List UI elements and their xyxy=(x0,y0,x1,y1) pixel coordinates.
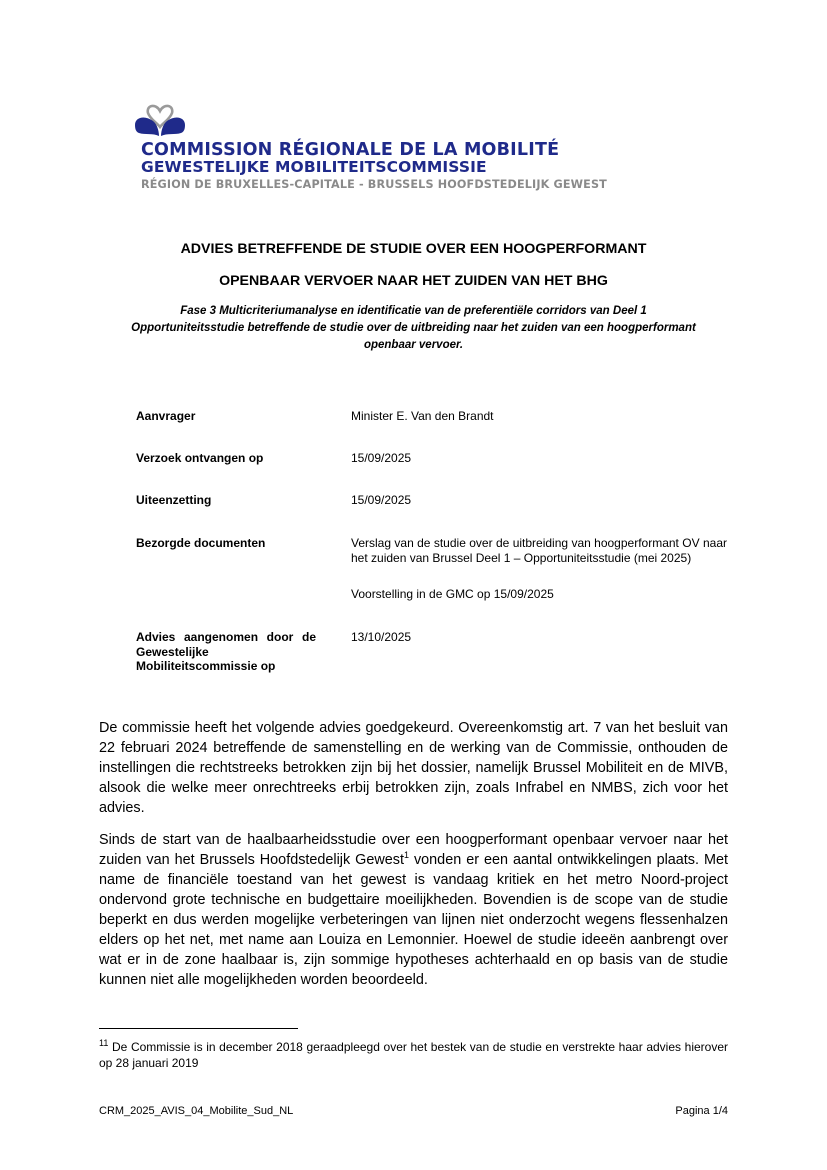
logo-line-region: RÉGION DE BRUXELLES-CAPITALE - BRUSSELS HOOFDSTEDELIJK GEWEST xyxy=(141,178,607,191)
documents-label: Bezorgde documenten xyxy=(136,536,266,550)
footnote-separator xyxy=(99,1028,298,1029)
adopted-label: Advies aangenomen door de Gewestelijke Mobiliteitscommissie op xyxy=(136,630,316,673)
subtitle-line-2: Opportuniteitsstudie betreffende de studie over de uitbreiding naar het zuiden van een hoogperformant xyxy=(131,322,696,334)
paragraph-2-start: Sinds de start van de haalbaarheidsstudie over een hoogperformant openbaar vervoer naar het zuiden van het Brussels Hoofdstedelijk Gewest xyxy=(99,832,728,868)
presentation-value: 15/09/2025 xyxy=(351,493,412,507)
body-paragraph-1: De commissie heeft het volgende advies goedgekeurd. Overeenkomstig art. 7 van het besluit van 22 februari 2024 betreffende de samenstelling en de werking van de Commissie, onthouden de instellingen die rechtstreeks betrokken zijn bij het dossier, namelijk Brussel Mobiliteit en de MIVB, alsook die welke meer onrechtreeks erbij betrokken zijn, zoals Infrabel en NMBS, zich voor het advies. xyxy=(99,720,728,816)
footer-page-number: Pagina 1/4 xyxy=(675,1105,728,1117)
requester-label: Aanvrager xyxy=(136,409,196,423)
paragraph-2-rest: vonden er een aantal ontwikkelingen plaats. Met name de financiële toestand van het gewest is vandaag kritiek en het metro Noord-project ondervond grote technische en budgettaire moeilijkheden. Bovendien is de scope van de studie beperkt en dus werden mogelijke verbeteringen van lijnen niet onderzocht wegens flessenhalzen elders op het net, met name aan Louiza en Lemonnier. Hoewel de studie ideeën aanbrengt over wat er in de zone haalbaar is, zijn sommige hypotheses achterhaald en op basis van de studie kunnen niet alle mogelijkheden worden beoordeeld. xyxy=(99,852,728,988)
logo-line-nl: GEWESTELIJKE MOBILITEITSCOMMISSIE xyxy=(141,158,487,176)
subtitle-line-1: Fase 3 Multicriteriumanalyse en identificatie van de preferentiële corridors van Deel 1 xyxy=(180,305,647,317)
document-title-line-1: ADVIES BETREFFENDE DE STUDIE OVER EEN HOOGPERFORMANT xyxy=(180,241,647,257)
documents-value: Verslag van de studie over de uitbreiding van hoogperformant OV naar het zuiden van Brussel Deel 1 – Opportuniteitsstudie (mei 2025) xyxy=(351,536,727,565)
footnote xyxy=(99,1039,728,1071)
adopted-value: 13/10/2025 xyxy=(351,630,412,644)
presentation-label: Uiteenzetting xyxy=(136,493,212,507)
received-value: 15/09/2025 xyxy=(351,451,412,465)
body-paragraph-2 xyxy=(99,830,728,990)
document-title-line-2: OPENBAAR VERVOER NAAR HET ZUIDEN VAN HET BHG xyxy=(219,273,608,289)
documents-value-presentation: Voorstelling in de GMC op 15/09/2025 xyxy=(351,587,554,601)
requester-value: Minister E. Van den Brandt xyxy=(351,409,494,423)
received-label: Verzoek ontvangen op xyxy=(136,451,264,465)
document-subtitle xyxy=(100,303,727,354)
footer-document-id: CRM_2025_AVIS_04_Mobilite_Sud_NL xyxy=(99,1105,294,1117)
footnote-text: De Commissie is in december 2018 geraadpleegd over het bestek van de studie en verstrekte haar advies hierover op 28 januari 2019 xyxy=(99,1040,728,1070)
footnote-marker: 11 xyxy=(99,1038,109,1048)
logo-line-fr: COMMISSION RÉGIONALE DE LA MOBILITÉ xyxy=(141,140,560,160)
footnote-reference: 1 xyxy=(403,850,409,861)
commission-logo-icon xyxy=(133,103,187,139)
subtitle-line-3: openbaar vervoer. xyxy=(363,339,464,351)
